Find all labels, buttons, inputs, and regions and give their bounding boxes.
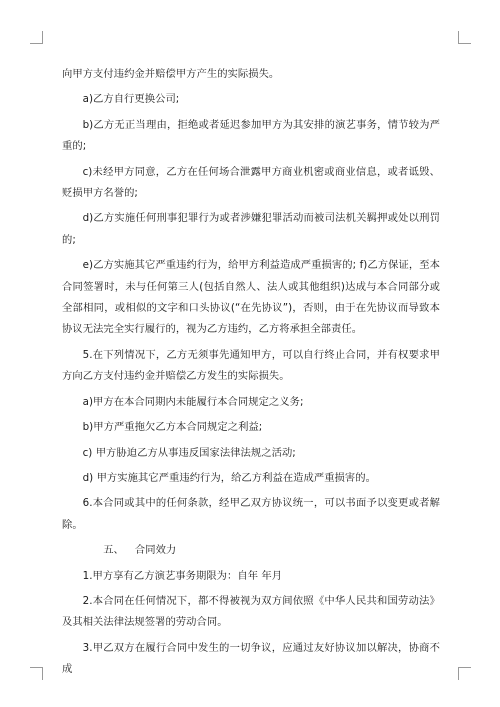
effect-clause-1: 1.甲方享有乙方演艺事务期限为：自年 年月 bbox=[82, 569, 283, 582]
section-title: 合同效力 bbox=[134, 544, 177, 557]
document-body bbox=[62, 64, 440, 685]
clause-e-f-other-breach: e)乙方实施其它严重违约行为，给甲方利益造成严重损害的; f)乙方保证，至本合同签署时，未与任何第三人(包括自然人、法人或其他组织)达成与本合同部分或全部相同，或相似的文字和口头协议(“在先协议”)，否则，由于在先协议而导致本协议无法完全实行履行的，视为乙方违约，乙方将承担全部责任。 bbox=[62, 259, 440, 336]
clause-c-leak-secrets: c)未经甲方同意，乙方在任何场合泄露甲方商业机密或商业信息，或者诋毁、贬损甲方名誉的; bbox=[62, 165, 440, 200]
section-heading-five bbox=[62, 540, 440, 561]
crop-mark-bottom-right bbox=[458, 667, 471, 680]
paragraph-continuation: 向甲方支付违约金并赔偿甲方产生的实际损失。 bbox=[62, 68, 280, 80]
clause-5c: c) 甲方胁迫乙方从事违反国家法律法规之活动; bbox=[82, 446, 296, 459]
clause-b-refuse-events: b)乙方无正当理由，拒绝或者延迟参加甲方为其安排的演艺事务，情节较为严重的; bbox=[62, 118, 440, 153]
effect-clause-2: 2.本合同在任何情况下，都不得被视为双方间依照《中华人民共和国劳动法》及其相关法律法规签署的劳动合同。 bbox=[62, 594, 440, 629]
clause-6-amendment: 6.本合同或其中的任何条款，经甲乙双方协议统一，可以书面予以变更或者解除。 bbox=[62, 497, 440, 531]
clause-5b: b)甲方严重拖欠乙方本合同规定之利益; bbox=[82, 421, 263, 434]
clause-a-change-company: a)乙方自行更换公司; bbox=[82, 93, 180, 106]
crop-mark-bottom-left bbox=[30, 667, 43, 680]
crop-mark-top-left bbox=[30, 31, 43, 44]
clause-5d: d) 甲方实施其它严重违约行为，给乙方利益在造成严重损害的。 bbox=[82, 471, 376, 484]
effect-clause-3: 3.甲乙双方在履行合同中发生的一切争议，应通过友好协议加以解决，协商不成 bbox=[62, 641, 440, 676]
crop-mark-top-right bbox=[458, 31, 471, 44]
clause-5-termination-by-b: 5.在下列情况下，乙方无须事先通知甲方，可以自行终止合同，并有权要求甲方向乙方支付违约金并赔偿乙方发生的实际损失。 bbox=[62, 348, 440, 383]
clause-5a: a)甲方在本合同期内未能履行本合同规定之义务; bbox=[82, 395, 304, 408]
clause-d-criminal-acts: d)乙方实施任何刑事犯罪行为或者涉嫌犯罪活动而被司法机关羁押或处以刑罚的; bbox=[62, 212, 440, 246]
section-number: 五、 bbox=[103, 544, 124, 557]
